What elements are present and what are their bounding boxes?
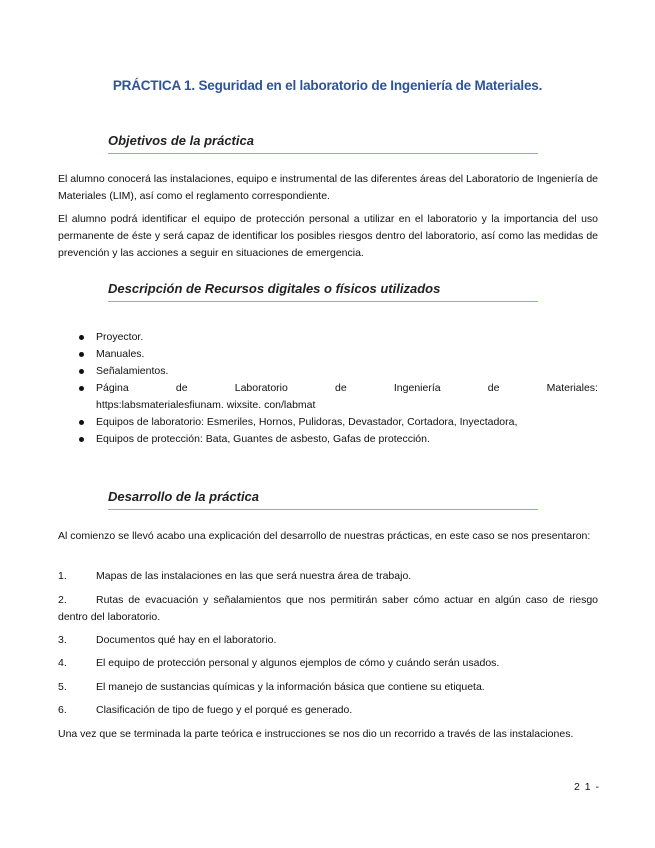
numbered-item-3: 3. Documentos qué hay en el laboratorio. [58, 634, 277, 646]
bullet-icon [79, 386, 84, 391]
list-item: Equipos de laboratorio: Esmeriles, Hornos, Pulidoras, Devastador, Cortadora, Inyectadora, [58, 414, 598, 431]
page-number: 2 1 - [573, 781, 600, 793]
development-intro: Al comienzo se llevó acabo una explicación del desarrollo de nuestras prácticas, en este caso se nos presentaron: [58, 530, 591, 542]
list-item: Señalamientos. [58, 363, 598, 380]
numbered-item-5: 5. El manejo de sustancias químicas y la información básica que contiene su etiqueta. [58, 681, 485, 693]
bullet-icon [79, 335, 84, 340]
objectives-paragraph-1: El alumno conocerá las instalaciones, equipo e instrumental de las diferentes áreas del Laboratorio de Ingeniería de Materiales (LIM), así como el reglamento correspondiente. [58, 173, 598, 202]
development-closing: Una vez que se terminada la parte teórica e instrucciones se nos dio un recorrido a través de las instalaciones. [58, 728, 574, 740]
lab-page-url[interactable]: https:labsmaterialesfiunam. wixsite. con/labmat [96, 399, 316, 411]
document-title: PRÁCTICA 1. Seguridad en el laboratorio de Ingeniería de Materiales. [112, 78, 543, 93]
list-item: Proyector. [58, 329, 598, 346]
bullet-icon [79, 352, 84, 357]
bullet-icon [79, 437, 84, 442]
resources-heading: Descripción de Recursos digitales o físicos utilizados [108, 281, 538, 302]
numbered-item-2: 2. Rutas de evacuación y señalamientos que nos permitirán saber cómo actuar en algún caso de riesgo dentro del laboratorio. [58, 594, 598, 623]
bullet-icon [79, 420, 84, 425]
development-heading: Desarrollo de la práctica [108, 489, 538, 510]
list-item: Equipos de protección: Bata, Guantes de asbesto, Gafas de protección. [58, 431, 598, 448]
objectives-paragraph-2: El alumno podrá identificar el equipo de protección personal a utilizar en el laboratorio y la importancia del uso permanente de éste y será capaz de identificar los posibles riesgos dentro del laboratorio, así como las medidas de prevención y las acciones a seguir en situaciones de emergencia. [58, 213, 598, 259]
numbered-item-4: 4. El equipo de protección personal y algunos ejemplos de cómo y cuándo serán usados. [58, 657, 500, 669]
numbered-item-1: 1. Mapas de las instalaciones en las que será nuestra área de trabajo. [58, 570, 412, 582]
list-item: Manuales. [58, 346, 598, 363]
lab-page-label: Página de Laboratorio de Ingeniería de Materiales: [96, 382, 598, 394]
resources-list [58, 329, 598, 448]
list-item-lab-page [58, 380, 598, 414]
bullet-icon [79, 369, 84, 374]
objectives-heading: Objetivos de la práctica [108, 133, 538, 154]
numbered-item-6: 6. Clasificación de tipo de fuego y el porqué es generado. [58, 704, 353, 716]
